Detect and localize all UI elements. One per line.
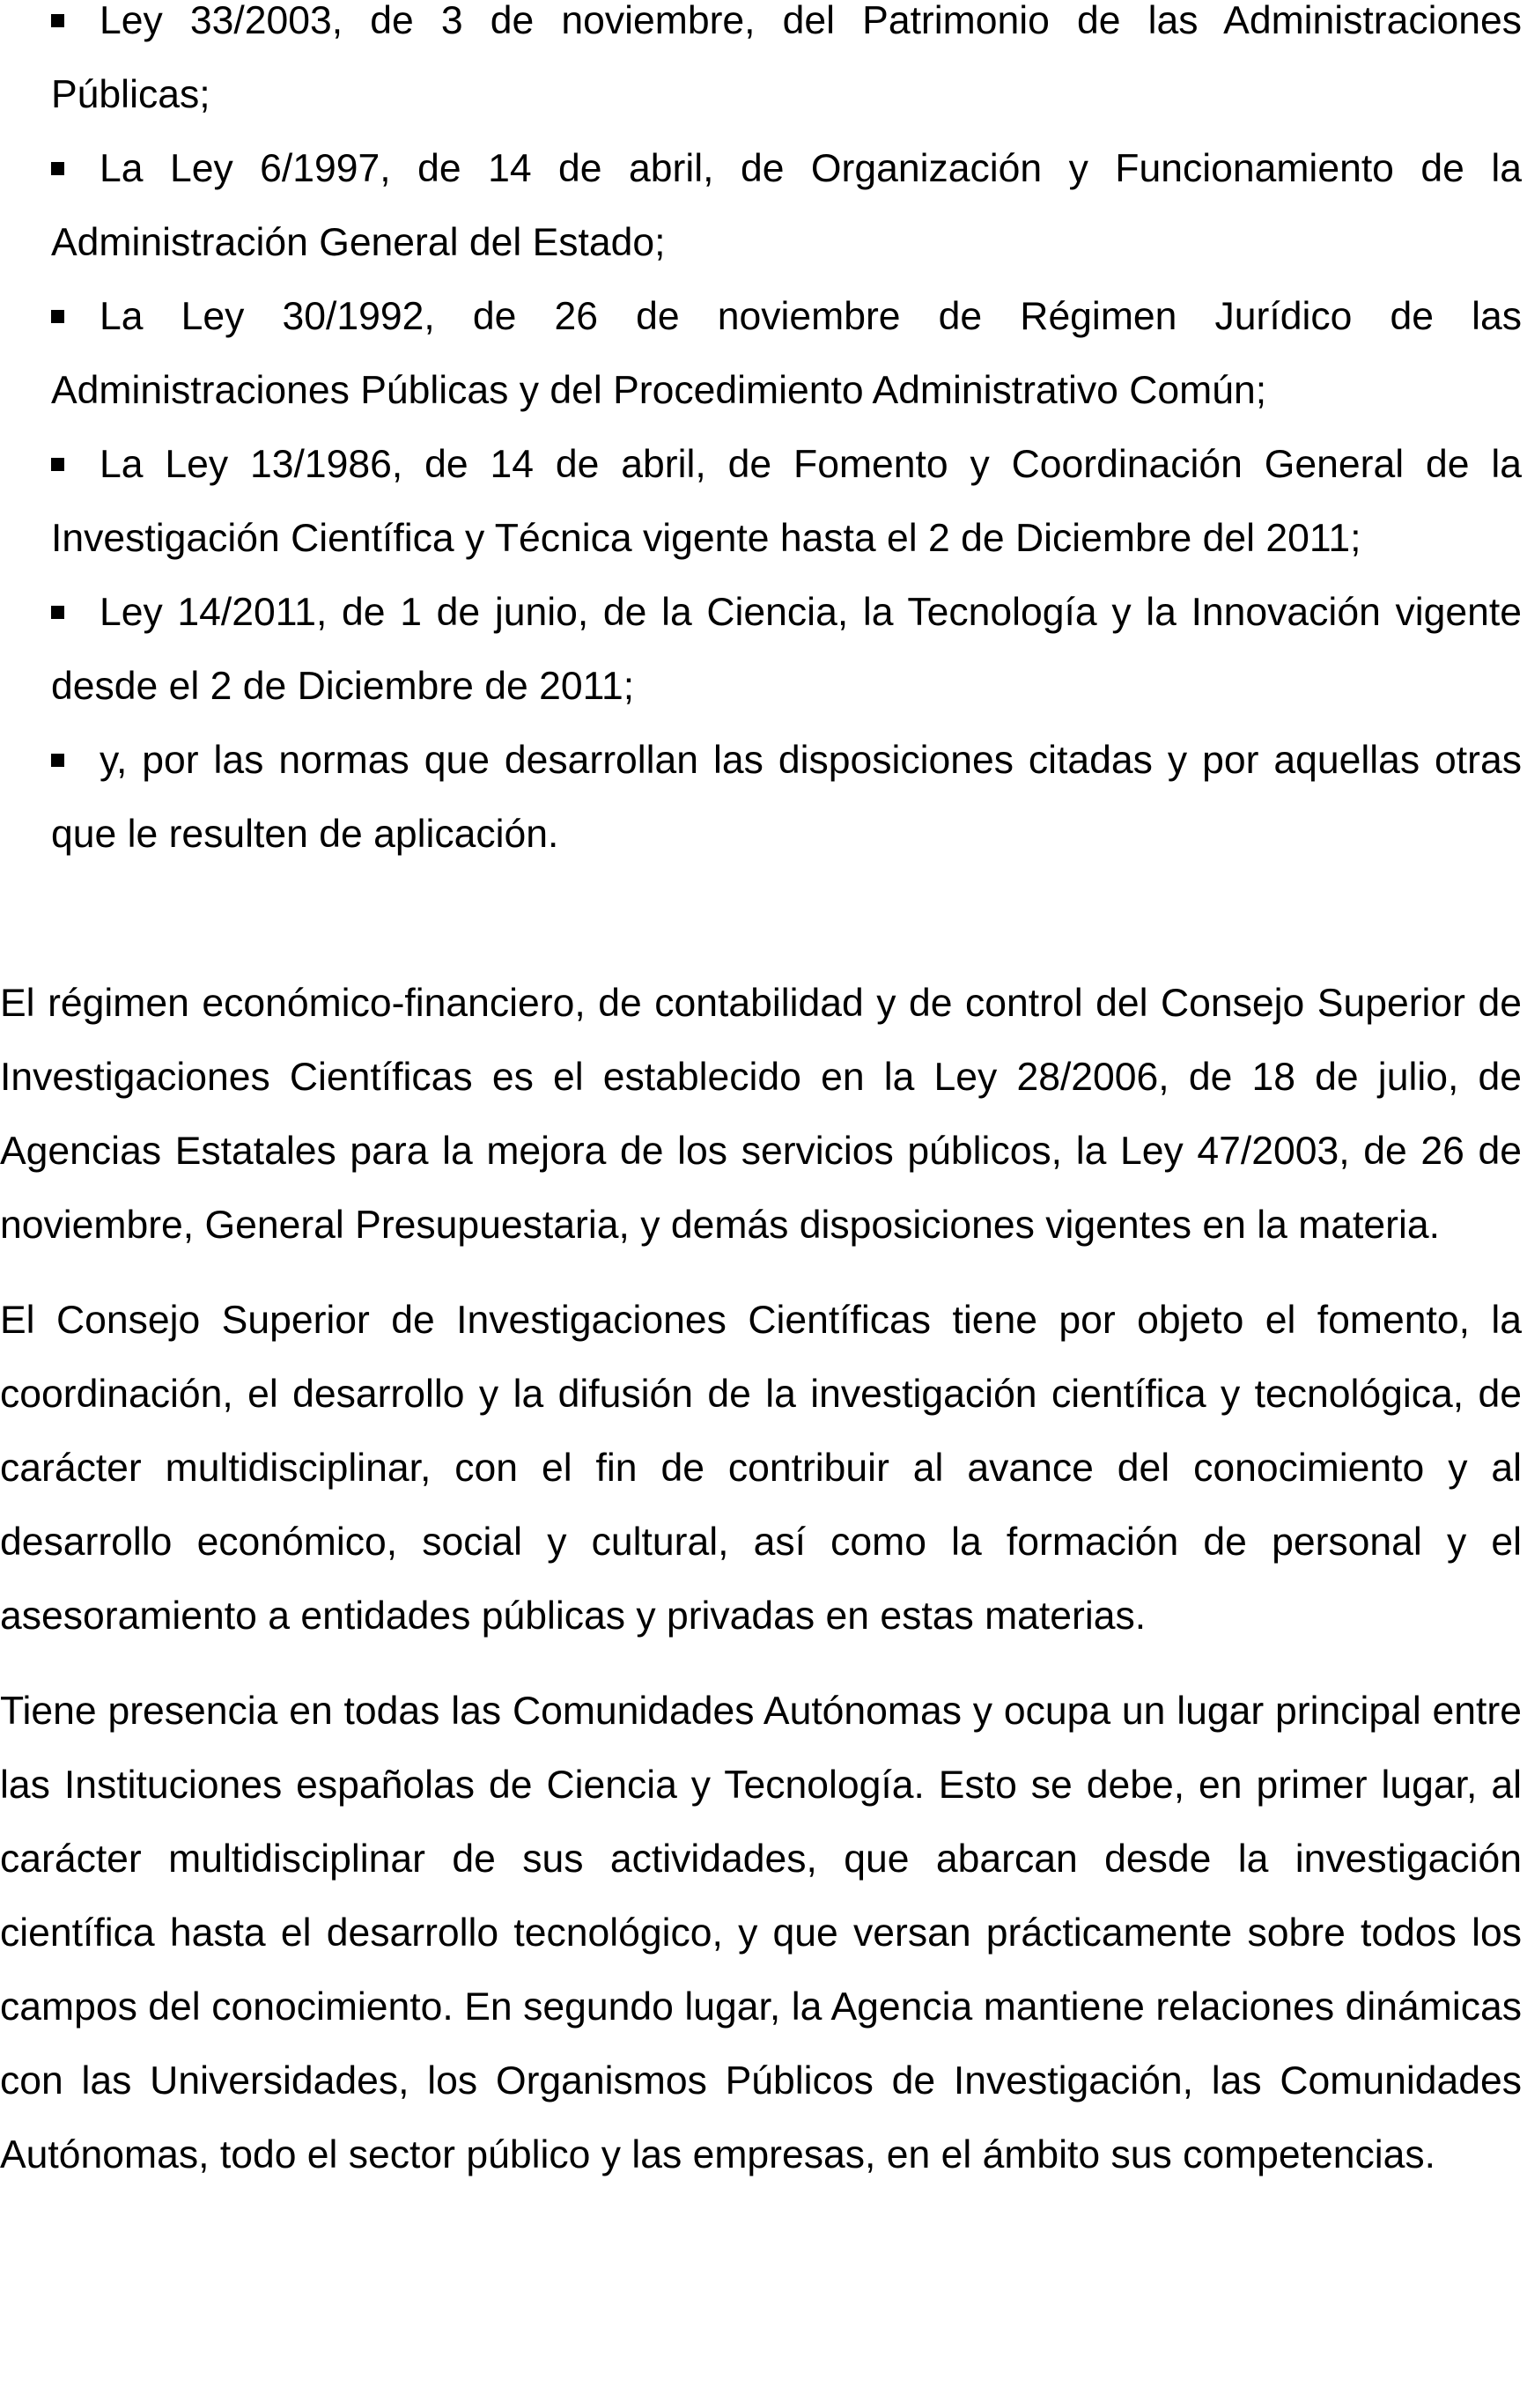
paragraph-presence: Tiene presencia en todas las Comunidades Autónomas y ocupa un lugar principal entre las Instituciones españolas de Ciencia y Tecnología. Esto se debe, en primer lugar, al carácter multidisciplinar de sus actividades, que abarcan desde la investigación científica hasta el desarrollo tecnológico, y que versan prácticamente sobre todos los campos del conocimiento. En segundo lugar, la Agencia mantiene relaciones dinámicas con las Universidades, los Organismos Públicos de Investigación, las Comunidades Autónomas, todo el sector público y las empresas, en el ámbito sus competencias. <box>0 1690 1522 2176</box>
paragraph-financial-regime: El régimen económico-financiero, de contabilidad y de control del Consejo Superior de Investigaciones Científicas es el establecido en la Ley 28/2006, de 18 de julio, de Agencias Estatales para la mejora de los servicios públicos, la Ley 47/2003, de 26 de noviembre, General Presupuestaria, y demás disposiciones vigentes en la materia. <box>0 982 1522 1247</box>
square-bullet-icon <box>51 14 64 27</box>
list-item-text: La Ley 30/1992, de 26 de noviembre de Régimen Jurídico de las Administraciones Públicas y del Procedimiento Administrativo Común; <box>51 295 1522 412</box>
section-spacer <box>0 872 1522 967</box>
list-item-text: La Ley 13/1986, de 14 de abril, de Fomento y Coordinación General de la Investigación Científica y Técnica vigente hasta el 2 de Diciembre del 2011; <box>51 443 1522 560</box>
list-item <box>51 280 1522 428</box>
legislation-list <box>0 0 1522 872</box>
square-bullet-icon <box>51 606 64 619</box>
list-item <box>51 576 1522 724</box>
list-item <box>51 132 1522 280</box>
square-bullet-icon <box>51 754 64 767</box>
square-bullet-icon <box>51 310 64 323</box>
list-item <box>51 724 1522 872</box>
list-item-text: Ley 14/2011, de 1 de junio, de la Ciencia, la Tecnología y la Innovación vigente desde el 2 de Diciembre de 2011; <box>51 591 1522 708</box>
list-item-text: La Ley 6/1997, de 14 de abril, de Organización y Funcionamiento de la Administración General del Estado; <box>51 147 1522 264</box>
list-item <box>51 428 1522 576</box>
square-bullet-icon <box>51 458 64 471</box>
paragraph-objective: El Consejo Superior de Investigaciones Científicas tiene por objeto el fomento, la coordinación, el desarrollo y la difusión de la investigación científica y tecnológica, de carácter multidisciplinar, con el fin de contribuir al avance del conocimiento y al desarrollo económico, social y cultural, así como la formación de personal y el asesoramiento a entidades públicas y privadas en estas materias. <box>0 1299 1522 1638</box>
square-bullet-icon <box>51 162 64 175</box>
list-item <box>51 0 1522 132</box>
list-item-text: y, por las normas que desarrollan las disposiciones citadas y por aquellas otras que le resulten de aplicación. <box>51 739 1522 856</box>
list-item-text: Ley 33/2003, de 3 de noviembre, del Patrimonio de las Administraciones Públicas; <box>51 0 1522 116</box>
